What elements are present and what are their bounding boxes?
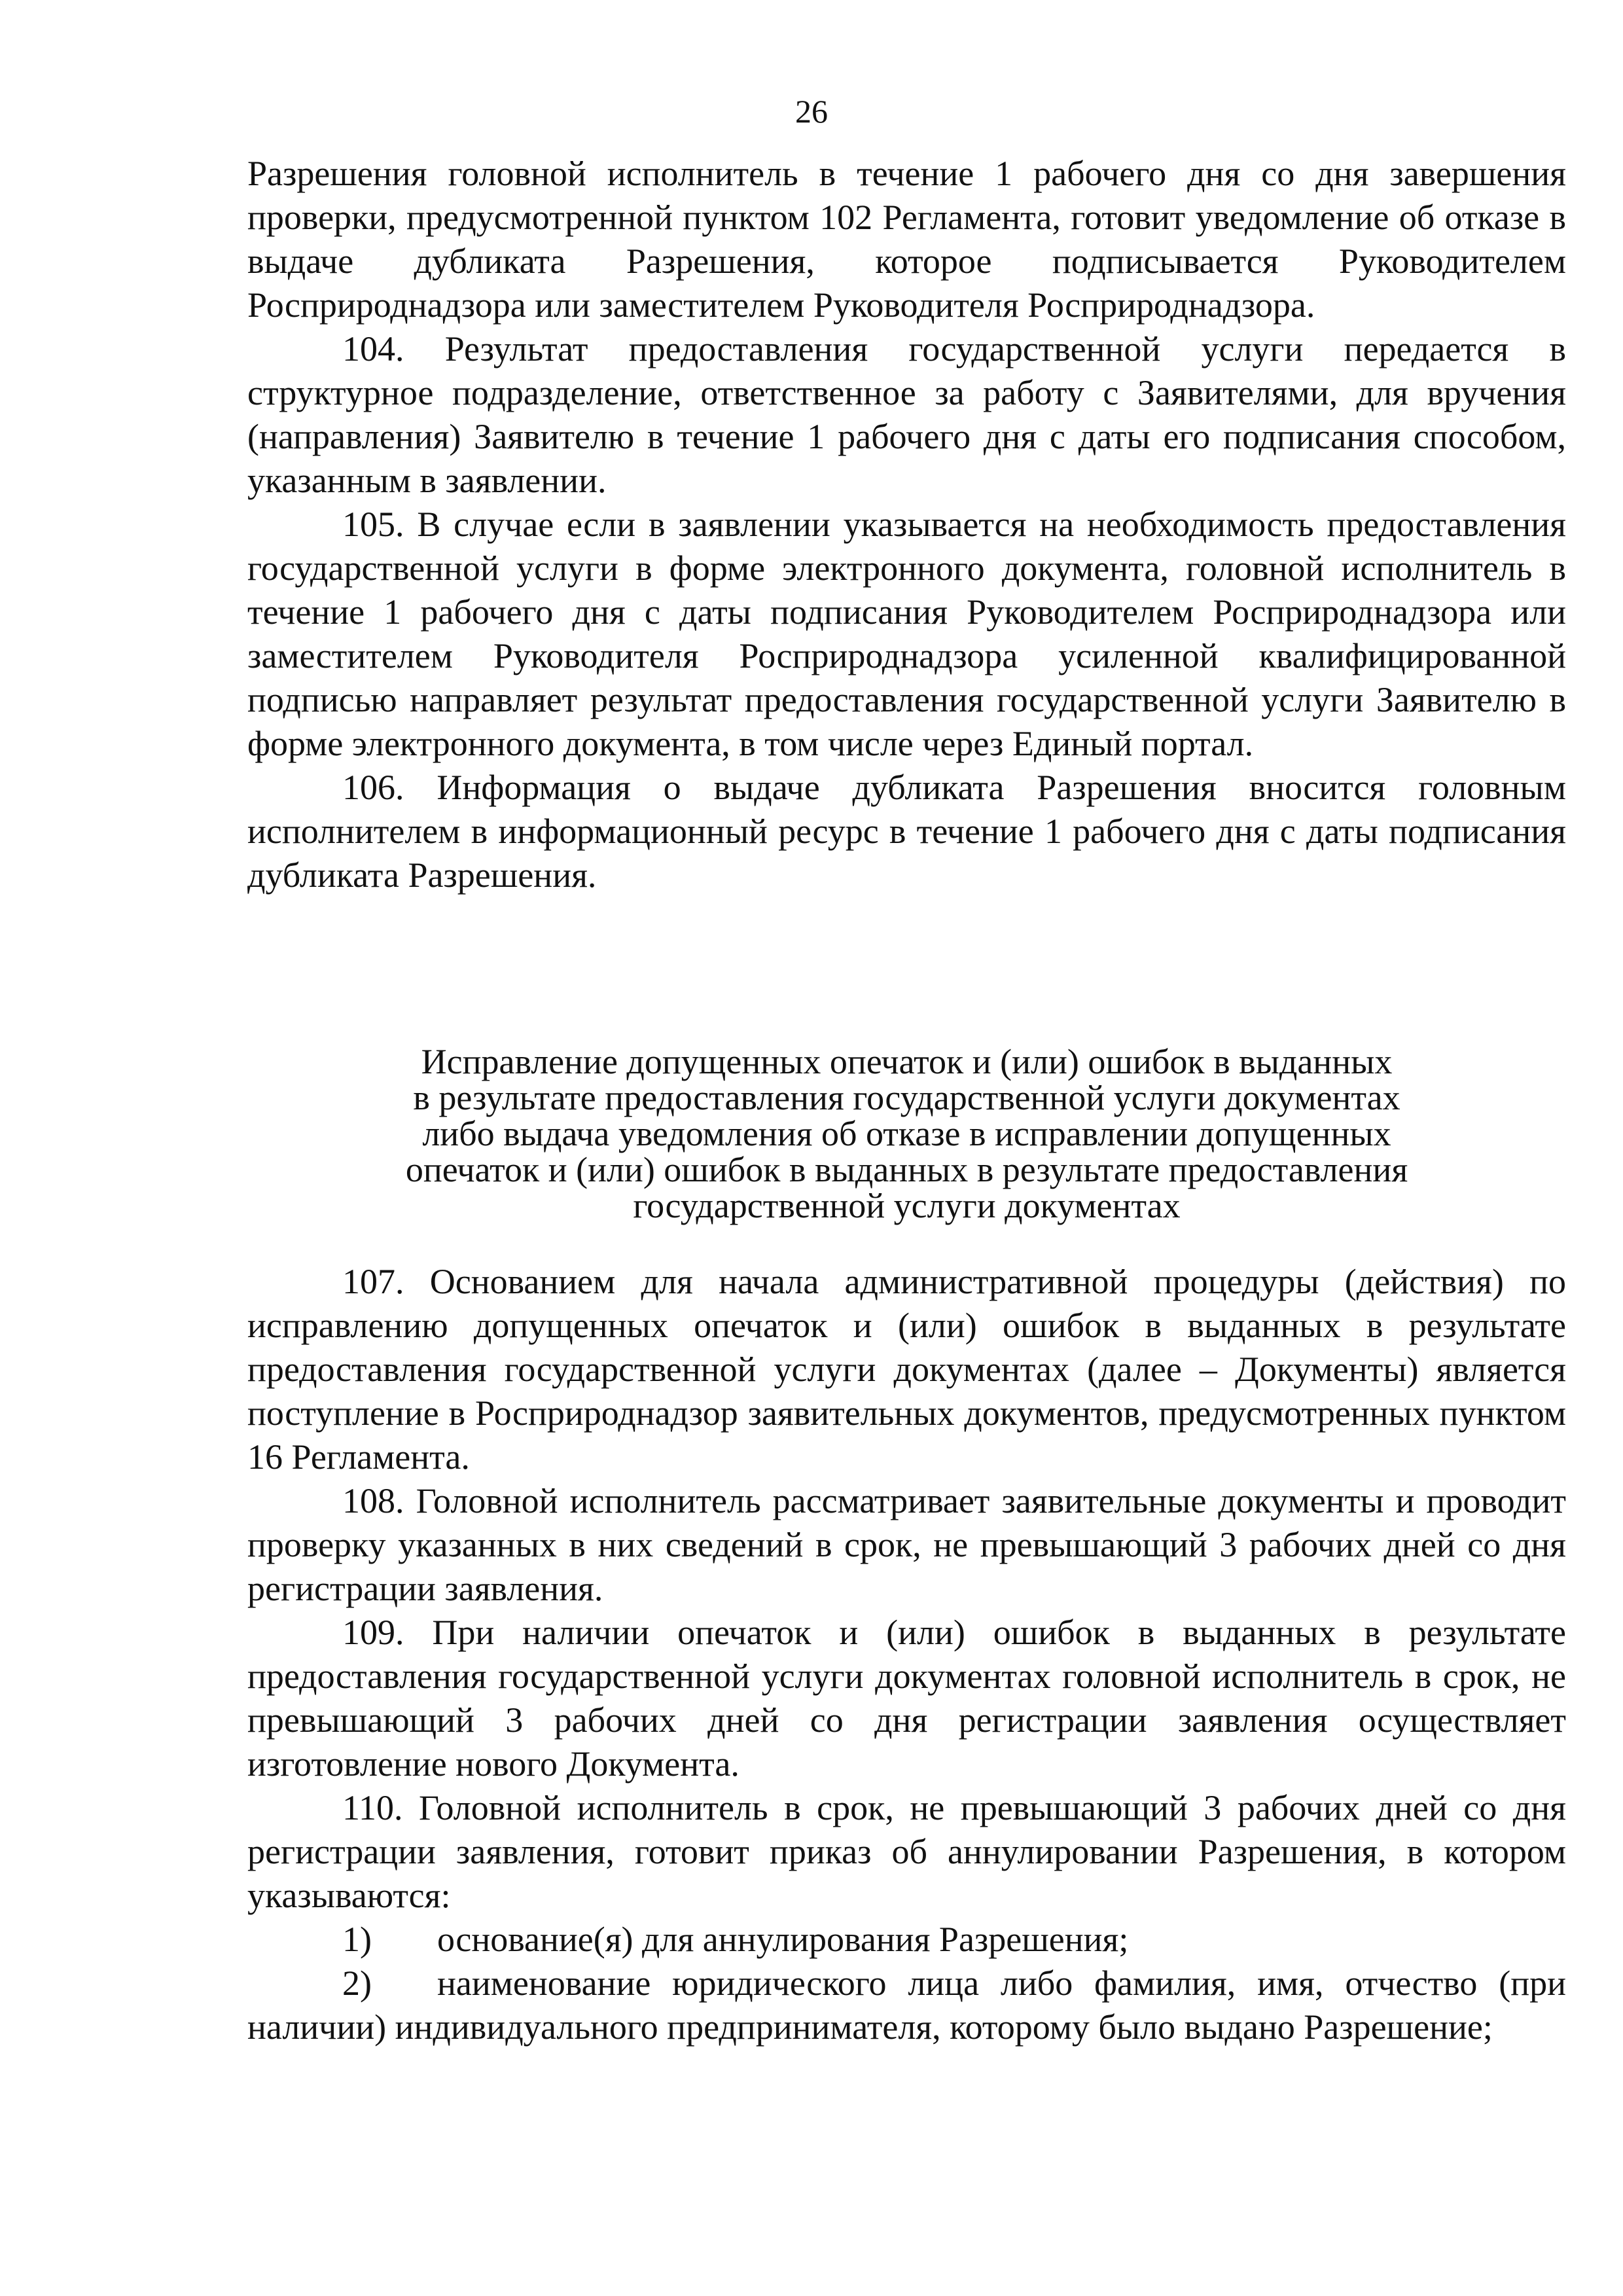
list-item-text: наименование юридического лица либо фамилия, имя, отчество (при наличии) индивидуального предпринимателя, которому было выдано Разрешение; — [247, 1964, 1566, 2047]
paragraph-107: 107. Основанием для начала административной процедуры (действия) по исправлению допущенных опечаток и (или) ошибок в выданных в результате предоставления государственной услуги документах (далее – Документы) является поступление в Росприроднадзор заявительных документов, предусмотренных пунктом 16 Регламента. — [247, 1262, 1566, 1477]
list-item-1 — [247, 1918, 1566, 1962]
text-block-bottom — [247, 1260, 1566, 2049]
section-heading — [247, 1044, 1566, 1224]
text-block-top — [247, 152, 1566, 897]
section-heading-line: опечаток и (или) ошибок в выданных в результате предоставления — [405, 1150, 1408, 1189]
list-item-text: основание(я) для аннулирования Разрешения; — [437, 1920, 1129, 1959]
section-heading-line: государственной услуги документах — [633, 1186, 1181, 1225]
paragraph-105: 105. В случае если в заявлении указывается на необходимость предоставления государственной услуги в форме электронного документа, головной исполнитель в течение 1 рабочего дня с даты подписания Руководителем Росприроднадзора или заместителем Руководителя Росприроднадзора усиленной квалифицированной подписью направляет результат предоставления государственной услуги Заявителю в форме электронного документа, в том числе через Единый портал. — [247, 505, 1566, 763]
list-item-number: 1) — [342, 1920, 372, 1959]
paragraph-110: 110. Головной исполнитель в срок, не превышающий 3 рабочих дней со дня регистрации заявления, готовит приказ об аннулировании Разрешения, в котором указываются: — [247, 1788, 1566, 1915]
section-heading-line: Исправление допущенных опечаток и (или) ошибок в выданных — [421, 1042, 1393, 1081]
section-heading-line: в результате предоставления государственной услуги документах — [413, 1078, 1400, 1117]
paragraph-106: 106. Информация о выдаче дубликата Разрешения вносится головным исполнителем в информационный ресурс в течение 1 рабочего дня с даты подписания дубликата Разрешения. — [247, 768, 1566, 895]
paragraph-continuation: Разрешения головной исполнитель в течение 1 рабочего дня со дня завершения проверки, предусмотренной пунктом 102 Регламента, готовит уведомление об отказе в выдаче дубликата Разрешения, которое подписывается Руководителем Росприроднадзора или заместителем Руководителя Росприроднадзора. — [247, 154, 1566, 325]
paragraph-108: 108. Головной исполнитель рассматривает заявительные документы и проводит проверку указанных в них сведений в срок, не превышающий 3 рабочих дней со дня регистрации заявления. — [247, 1481, 1566, 1608]
section-heading-line: либо выдача уведомления об отказе в исправлении допущенных — [422, 1114, 1391, 1153]
list-item-2 — [247, 1962, 1566, 2049]
page-number: 26 — [795, 93, 828, 130]
paragraph-109: 109. При наличии опечаток и (или) ошибок в выданных в результате предоставления государственной услуги документах головной исполнитель в срок, не превышающий 3 рабочих дней со дня регистрации заявления осуществляет изготовление нового Документа. — [247, 1613, 1566, 1784]
list-item-number: 2) — [342, 1964, 372, 2003]
paragraph-104: 104. Результат предоставления государственной услуги передается в структурное подразделение, ответственное за работу с Заявителями, для вручения (направления) Заявителю в течение 1 рабочего дня с даты его подписания способом, указанным в заявлении. — [247, 329, 1566, 500]
